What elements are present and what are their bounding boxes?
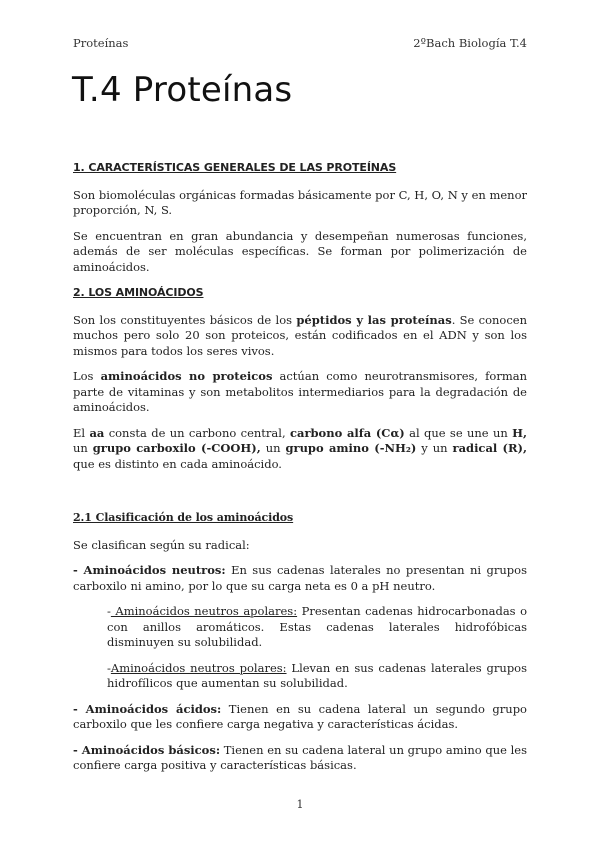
- section-heading-1: 1. CARACTERÍSTICAS GENERALES DE LAS PROTEÍNAS: [73, 161, 397, 174]
- document-body: [73, 160, 527, 784]
- running-header-left: Proteínas: [73, 36, 129, 50]
- paragraph-basicos: - Aminoácidos básicos: Tienen en su cadena lateral un grupo amino que les confiere carga positiva y características básicas.: [73, 742, 527, 772]
- section-heading-2-1: 2.1 Clasificación de los aminoácidos: [73, 511, 294, 524]
- page-title: T.4 Proteínas: [72, 70, 293, 110]
- paragraph-2-1: Son los constituyentes básicos de los péptidos y las proteínas. Se conocen muchos pero solo 20 son proteicos, están codificados en el ADN y son los mismos para todos los seres vivos.: [73, 312, 528, 358]
- paragraph-neutros-polares: -Aminoácidos neutros polares: Llevan en sus cadenas laterales grupos hidrofílicos que aumentan su solubilidad.: [107, 660, 527, 690]
- paragraph-neutros-apolares: - Aminoácidos neutros apolares: Presentan cadenas hidrocarbonadas o con anillos aromáticos. Estas cadenas laterales hidrofóbicas disminuyen su solubilidad.: [107, 604, 528, 649]
- running-header-right: 2ºBach Biología T.4: [413, 36, 527, 50]
- page-number: 1: [296, 798, 304, 811]
- paragraph-acidos: - Aminoácidos ácidos: Tienen en su cadena lateral un segundo grupo carboxilo que les confiere carga negativa y características ácidas.: [73, 701, 527, 731]
- spacer: [73, 482, 527, 510]
- paragraph-2-3: El aa consta de un carbono central, carbono alfa (Cα) al que se une un H, un grupo carboxilo (-COOH), un grupo amino (-NH₂) y un radical (R), que es distinto en cada aminoácido.: [73, 425, 528, 471]
- paragraph-neutros: - Aminoácidos neutros: En sus cadenas laterales no presentan ni grupos carboxilo ni amino, por lo que su carga neta es 0 a pH neutro.: [73, 563, 527, 593]
- section-heading-2: 2. LOS AMINOÁCIDOS: [73, 286, 204, 299]
- paragraph-1-1: Son biomoléculas orgánicas formadas básicamente por C, H, O, N y en menor proporción, N, S.: [73, 187, 527, 217]
- paragraph-2-2: Los aminoácidos no proteicos actúan como neurotransmisores, forman parte de vitaminas y son metabolitos intermediarios para la degradación de aminoácidos.: [73, 369, 528, 414]
- paragraph-clasificacion-intro: Se clasifican según su radical:: [73, 537, 250, 552]
- paragraph-1-2: Se encuentran en gran abundancia y desempeñan numerosas funciones, además de ser moléculas específicas. Se forman por polimerización de aminoácidos.: [73, 228, 527, 274]
